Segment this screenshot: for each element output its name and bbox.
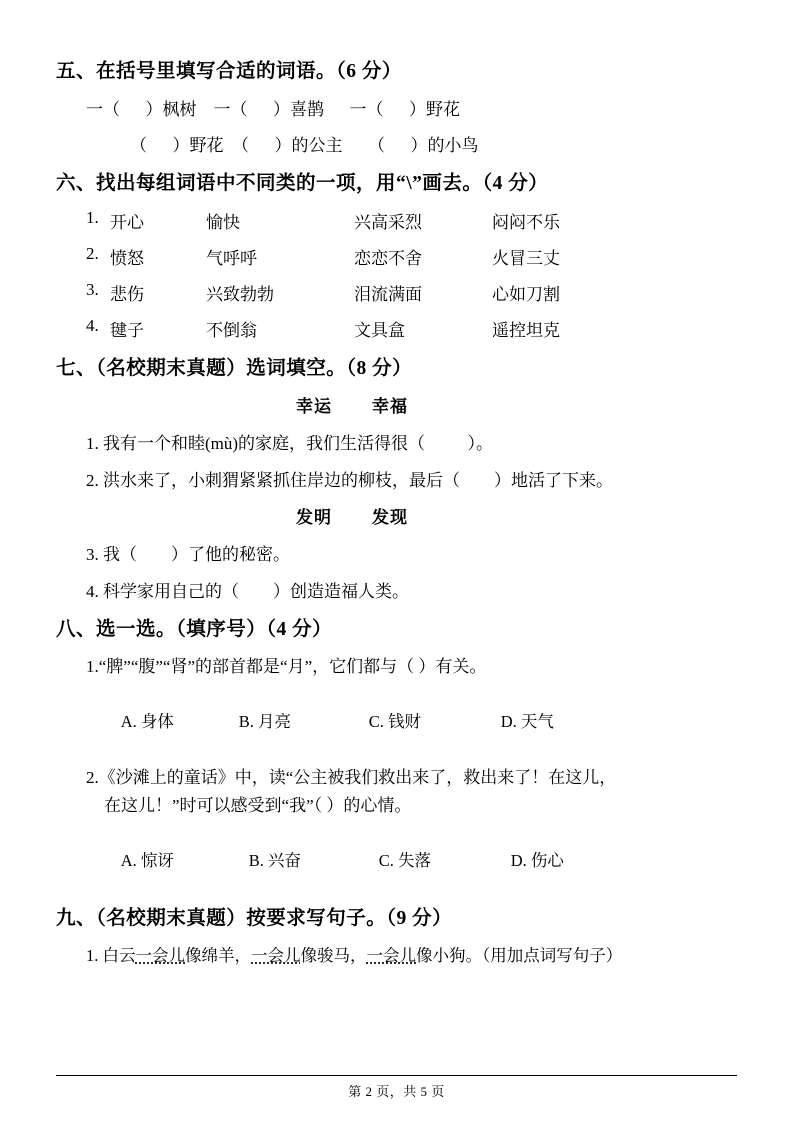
word-option[interactable]: 心如刀割 — [492, 284, 560, 304]
word-option[interactable]: 恋恋不舍 — [354, 248, 422, 268]
word-bank-one — [56, 392, 737, 417]
question-line-2: 在这儿！”时可以感受到“我”（ ）的心情。 — [104, 795, 412, 815]
section-five-row-1: 一（ ）枫树 一（ ）喜鹊 一（ ）野花 — [86, 100, 460, 120]
footer-divider — [56, 1075, 737, 1076]
item-number: 4. — [86, 315, 99, 335]
q9-mid-3: 像小狗。 — [416, 946, 482, 966]
option-c[interactable]: C. 钱财 — [368, 712, 422, 732]
word-option[interactable]: 兴致勃勃 — [206, 284, 274, 304]
word-option[interactable]: 愉快 — [206, 212, 240, 232]
word-bank-option[interactable]: 幸运 — [296, 396, 332, 416]
section-six-item — [56, 316, 737, 341]
word-option[interactable]: 愤怒 — [110, 248, 144, 268]
word-option[interactable]: 遥控坦克 — [492, 320, 560, 340]
section-eight-title: 八、选一选。（填序号）（4 分） — [56, 618, 333, 640]
section-seven-title: 七、（名校期末真题）选词填空。（8 分） — [56, 357, 413, 379]
item-number: 3. — [86, 279, 99, 299]
section-seven — [56, 355, 737, 602]
section-nine-title: 九、（名校期末真题）按要求写句子。（9 分） — [56, 907, 453, 929]
option-c[interactable]: C. 失落 — [378, 850, 432, 870]
word-option[interactable]: 开心 — [110, 212, 144, 232]
question-line-1: 2.《沙滩上的童话》中，读“公主被我们救出来了，救出来了！在这儿， — [86, 768, 617, 788]
section-nine — [56, 905, 737, 966]
section-eight-options-1 — [56, 688, 737, 752]
section-eight-question-1: 1.“脾”“腹”“肾”的部首都是“月”，它们都与（ ）有关。 — [86, 657, 487, 677]
section-seven-question-1: 1. 我有一个和睦(mù)的家庭，我们生活得很（ ）。 — [86, 433, 494, 453]
q9-prefix: 1. 白云 — [86, 946, 136, 966]
word-bank-two — [56, 503, 737, 528]
option-d[interactable]: D. 天气 — [500, 712, 554, 732]
section-nine-question-1 — [56, 942, 737, 966]
option-d[interactable]: D. 伤心 — [510, 850, 564, 870]
section-six-item — [56, 280, 737, 305]
section-five-row-2: （ ）野花 （ ）的公主 （ ）的小鸟 — [130, 136, 479, 156]
section-seven-question-4: 4. 科学家用自己的（ ）创造造福人类。 — [86, 581, 409, 601]
page-number: 第 2 页，共 5 页 — [348, 1084, 445, 1099]
item-number: 1. — [86, 207, 99, 227]
word-bank-option[interactable]: 发明 — [296, 507, 332, 527]
q9-mid-2: 像骏马， — [300, 946, 367, 966]
word-option[interactable]: 兴高采烈 — [354, 212, 422, 232]
section-eight-options-2 — [56, 827, 737, 891]
section-eight-question-2 — [56, 764, 737, 818]
section-eight — [56, 616, 737, 891]
section-six-item — [56, 208, 737, 233]
section-seven-question-3: 3. 我（ ）了他的秘密。 — [86, 544, 290, 564]
word-bank-option[interactable]: 发现 — [372, 507, 408, 527]
word-option[interactable]: 毽子 — [110, 320, 144, 340]
section-six — [56, 170, 737, 340]
word-option[interactable]: 不倒翁 — [206, 320, 257, 340]
word-option[interactable]: 悲伤 — [110, 284, 144, 304]
item-number: 2. — [86, 243, 99, 263]
word-option[interactable]: 气呼呼 — [206, 248, 257, 268]
word-bank-option[interactable]: 幸福 — [372, 396, 408, 416]
word-option[interactable]: 闷闷不乐 — [492, 212, 560, 232]
page-footer — [56, 1075, 737, 1100]
q9-mid-1: 像绵羊， — [185, 946, 251, 966]
option-b[interactable]: B. 月亮 — [238, 712, 292, 732]
option-b[interactable]: B. 兴奋 — [248, 850, 302, 870]
section-six-title: 六、找出每组词语中不同类的一项，用“\”画去。（4 分） — [56, 173, 549, 195]
option-a[interactable]: A. 身体 — [120, 712, 174, 732]
section-seven-question-2: 2. 洪水来了，小刺猬紧紧抓住岸边的柳枝，最后（ ）地活了下来。 — [86, 470, 613, 490]
q9-tail: （用加点词写句子） — [482, 946, 623, 966]
q9-dotted-word: 一会儿 — [135, 946, 185, 966]
q9-dotted-word: 一会儿 — [366, 946, 416, 966]
section-five-title: 五、在括号里填写合适的词语。（6 分） — [56, 61, 402, 82]
section-five — [56, 58, 737, 156]
word-option[interactable]: 文具盒 — [354, 320, 405, 340]
option-a[interactable]: A. 惊讶 — [120, 850, 174, 870]
word-option[interactable]: 火冒三丈 — [492, 248, 560, 268]
q9-dotted-word: 一会儿 — [251, 946, 301, 966]
section-six-item — [56, 244, 737, 269]
word-option[interactable]: 泪流满面 — [354, 284, 422, 304]
